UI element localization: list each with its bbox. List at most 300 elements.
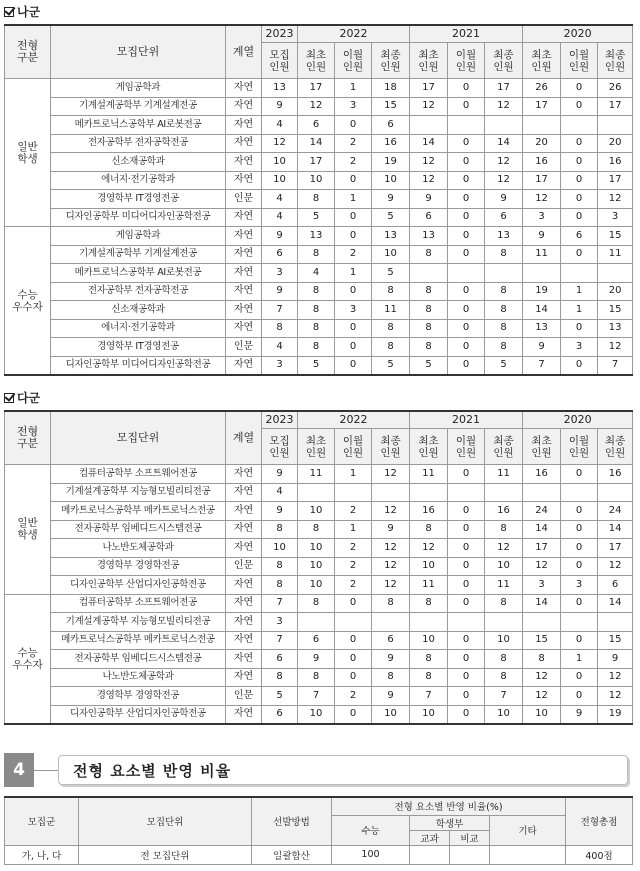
count-cell: 2	[335, 576, 372, 595]
count-cell: 15	[372, 97, 410, 116]
count-cell: 0	[561, 171, 598, 190]
count-cell: 13	[298, 227, 335, 246]
count-cell: 0	[335, 594, 372, 613]
unit-name: 신소재공학과	[51, 153, 226, 172]
header-final-count: 최종 인원	[598, 429, 633, 465]
count-cell: 7	[523, 356, 561, 375]
header-initial-count: 최초 인원	[523, 43, 561, 79]
count-cell: 0	[335, 650, 372, 669]
count-cell: 10	[298, 576, 335, 595]
count-cell: 8	[485, 338, 523, 357]
count-cell: 1	[335, 465, 372, 484]
count-cell: 17	[598, 539, 633, 558]
count-cell: 1	[561, 650, 598, 669]
count-cell: 0	[561, 208, 598, 227]
count-cell: 17	[523, 171, 561, 190]
count-cell: 3	[262, 264, 298, 283]
count-cell: 0	[448, 79, 485, 98]
table-row	[5, 687, 633, 706]
unit-name: 메카트로닉스공학부 메카트로닉스전공	[51, 631, 226, 650]
count-cell: 10	[485, 631, 523, 650]
count-cell: 17	[485, 79, 523, 98]
field-name: 인문	[226, 190, 262, 209]
field-name: 자연	[226, 594, 262, 613]
count-cell: 5	[372, 208, 410, 227]
count-cell: 0	[561, 465, 598, 484]
header-initial-count: 최초 인원	[523, 429, 561, 465]
count-cell: 5	[262, 687, 298, 706]
year-2023: 2023	[262, 411, 298, 429]
count-cell: 0	[561, 631, 598, 650]
count-cell: 0	[561, 153, 598, 172]
section-title-da	[4, 389, 40, 406]
count-cell: 12	[410, 97, 448, 116]
count-cell: 14	[523, 594, 561, 613]
cell-suneung: 100	[332, 845, 410, 864]
header-final-count: 최종 인원	[598, 43, 633, 79]
table-row	[5, 171, 633, 190]
count-cell: 0	[561, 502, 598, 521]
count-cell: 2	[335, 687, 372, 706]
count-cell: 12	[523, 557, 561, 576]
count-cell: 12	[523, 190, 561, 209]
count-cell: 9	[372, 190, 410, 209]
count-cell: 0	[561, 97, 598, 116]
count-cell: 2	[335, 502, 372, 521]
count-cell: 8	[298, 190, 335, 209]
count-cell: 0	[448, 97, 485, 116]
count-cell: 6	[372, 116, 410, 135]
count-cell: 3	[262, 356, 298, 375]
count-cell: 14	[410, 134, 448, 153]
count-cell: 11	[372, 301, 410, 320]
count-cell: 8	[410, 594, 448, 613]
header-group: 모집군	[5, 797, 79, 845]
count-cell: 3	[335, 301, 372, 320]
count-cell: 0	[448, 190, 485, 209]
count-cell: 0	[448, 502, 485, 521]
cell-nonsubject	[450, 845, 490, 864]
count-cell: 0	[561, 79, 598, 98]
count-cell: 8	[485, 245, 523, 264]
count-cell: 8	[298, 245, 335, 264]
count-cell: 8	[298, 301, 335, 320]
count-cell: 15	[598, 301, 633, 320]
field-name: 자연	[226, 282, 262, 301]
count-cell: 0	[448, 687, 485, 706]
count-cell: 0	[448, 705, 485, 724]
count-cell: 24	[523, 502, 561, 521]
count-cell: 9	[372, 650, 410, 669]
table-row	[5, 705, 633, 724]
table-row	[5, 79, 633, 98]
count-cell: 12	[410, 171, 448, 190]
year-2022: 2022	[298, 411, 410, 429]
checkbox-icon	[4, 7, 14, 17]
header-record: 학생부	[410, 815, 490, 830]
count-cell: 12	[485, 97, 523, 116]
count-cell: 15	[598, 631, 633, 650]
count-cell: 16	[598, 153, 633, 172]
count-cell: 8	[262, 520, 298, 539]
count-cell	[523, 264, 561, 283]
count-cell	[448, 613, 485, 632]
count-cell: 10	[298, 539, 335, 558]
count-cell: 12	[523, 668, 561, 687]
table-row	[5, 134, 633, 153]
table-row	[5, 557, 633, 576]
unit-name: 메카트로닉스공학부 메카트로닉스전공	[51, 502, 226, 521]
count-cell: 8	[298, 594, 335, 613]
count-cell: 8	[372, 668, 410, 687]
count-cell: 8	[372, 282, 410, 301]
count-cell	[372, 483, 410, 502]
count-cell: 8	[262, 576, 298, 595]
header-subject: 교과	[410, 830, 450, 845]
count-cell: 8	[485, 301, 523, 320]
count-cell: 7	[262, 301, 298, 320]
unit-name: 디자인공학부 미디어디자인공학전공	[51, 356, 226, 375]
field-name: 자연	[226, 208, 262, 227]
count-cell: 2	[335, 153, 372, 172]
header-nonsubject: 비교	[450, 830, 490, 845]
header-type: 전형 구분	[5, 411, 51, 465]
count-cell: 13	[598, 319, 633, 338]
count-cell: 10	[485, 557, 523, 576]
year-2020: 2020	[523, 411, 633, 429]
count-cell: 8	[485, 282, 523, 301]
unit-name: 기계설계공학부 기계설계전공	[51, 245, 226, 264]
table-row	[5, 465, 633, 484]
count-cell: 12	[598, 338, 633, 357]
table-row	[5, 594, 633, 613]
table-row	[5, 208, 633, 227]
count-cell: 8	[485, 520, 523, 539]
count-cell: 12	[523, 687, 561, 706]
count-cell: 9	[598, 650, 633, 669]
unit-name: 컴퓨터공학부 소프트웨어전공	[51, 465, 226, 484]
count-cell: 6	[598, 576, 633, 595]
count-cell	[598, 483, 633, 502]
count-cell: 17	[598, 171, 633, 190]
count-cell: 1	[335, 79, 372, 98]
year-2020: 2020	[523, 25, 633, 43]
count-cell: 12	[372, 557, 410, 576]
field-name: 자연	[226, 576, 262, 595]
count-cell: 8	[262, 668, 298, 687]
table-row	[5, 264, 633, 283]
header-total: 전형총점	[566, 797, 633, 845]
count-cell: 12	[372, 539, 410, 558]
count-cell: 4	[262, 208, 298, 227]
count-cell: 8	[262, 319, 298, 338]
count-cell: 7	[485, 687, 523, 706]
count-cell: 8	[298, 319, 335, 338]
count-cell: 4	[262, 190, 298, 209]
header-final-count: 최종 인원	[372, 429, 410, 465]
field-name: 자연	[226, 705, 262, 724]
count-cell: 5	[298, 208, 335, 227]
header-carryover-count: 이월 인원	[561, 43, 598, 79]
header-ratio: 전형 요소별 반영 비율(%)	[332, 797, 566, 815]
count-cell: 8	[372, 338, 410, 357]
header-final-count: 최종 인원	[485, 429, 523, 465]
count-cell: 2	[335, 539, 372, 558]
header-field: 계열	[226, 411, 262, 465]
cell-group: 가, 나, 다	[5, 845, 79, 864]
count-cell	[561, 264, 598, 283]
count-cell: 5	[372, 356, 410, 375]
count-cell: 12	[598, 557, 633, 576]
count-cell	[485, 613, 523, 632]
unit-name: 신소재공학과	[51, 301, 226, 320]
count-cell: 10	[298, 502, 335, 521]
field-name: 인문	[226, 338, 262, 357]
count-cell: 10	[485, 705, 523, 724]
count-cell: 0	[335, 227, 372, 246]
header-unit: 모집단위	[51, 25, 226, 79]
count-cell: 0	[335, 705, 372, 724]
count-cell: 12	[298, 97, 335, 116]
header-method: 선발방법	[252, 797, 332, 845]
count-cell: 12	[372, 465, 410, 484]
field-name: 자연	[226, 264, 262, 283]
table-row	[5, 668, 633, 687]
header-final-count: 최종 인원	[485, 43, 523, 79]
field-name: 자연	[226, 465, 262, 484]
count-cell: 12	[598, 668, 633, 687]
table-row	[5, 539, 633, 558]
field-name: 자연	[226, 171, 262, 190]
count-cell: 0	[448, 338, 485, 357]
group-label: 수능 우수자	[5, 227, 51, 376]
count-cell: 8	[485, 594, 523, 613]
unit-name: 전자공학부 전자공학전공	[51, 134, 226, 153]
count-cell: 7	[410, 687, 448, 706]
count-cell: 0	[561, 557, 598, 576]
count-cell: 0	[448, 245, 485, 264]
field-name: 자연	[226, 134, 262, 153]
count-cell	[485, 264, 523, 283]
count-cell: 10	[262, 171, 298, 190]
count-cell: 16	[523, 465, 561, 484]
count-cell: 16	[598, 465, 633, 484]
count-cell: 24	[598, 502, 633, 521]
count-cell: 20	[523, 134, 561, 153]
field-name: 자연	[226, 356, 262, 375]
count-cell: 10	[262, 539, 298, 558]
ratio-table	[4, 796, 633, 865]
field-name: 자연	[226, 631, 262, 650]
table-row	[5, 190, 633, 209]
count-cell: 14	[598, 594, 633, 613]
count-cell	[523, 116, 561, 135]
count-cell: 11	[485, 465, 523, 484]
count-cell	[523, 613, 561, 632]
table-row	[5, 483, 633, 502]
unit-name: 기계설계공학부 지능형모빌리티전공	[51, 483, 226, 502]
count-cell: 8	[410, 668, 448, 687]
year-header-row	[5, 25, 633, 43]
count-cell: 5	[372, 264, 410, 283]
count-cell: 8	[485, 668, 523, 687]
field-name: 자연	[226, 668, 262, 687]
count-cell: 9	[262, 227, 298, 246]
count-cell: 6	[410, 208, 448, 227]
count-cell: 0	[335, 338, 372, 357]
count-cell: 13	[262, 79, 298, 98]
count-cell	[598, 613, 633, 632]
count-cell: 10	[298, 705, 335, 724]
count-cell: 0	[448, 668, 485, 687]
count-cell: 14	[598, 520, 633, 539]
count-cell	[561, 483, 598, 502]
count-cell: 0	[561, 594, 598, 613]
count-cell: 0	[561, 134, 598, 153]
count-cell: 16	[410, 502, 448, 521]
count-cell: 8	[372, 594, 410, 613]
count-cell	[372, 613, 410, 632]
count-cell: 1	[561, 301, 598, 320]
unit-name: 디자인공학부 산업디자인공학전공	[51, 576, 226, 595]
count-cell: 6	[485, 208, 523, 227]
year-2022: 2022	[298, 25, 410, 43]
header-initial-count: 최초 인원	[298, 43, 335, 79]
unit-name: 경영학부 IT경영전공	[51, 338, 226, 357]
unit-name: 전자공학부 전자공학전공	[51, 282, 226, 301]
year-header-row	[5, 411, 633, 429]
count-cell: 6	[298, 116, 335, 135]
section-title-text: 다군	[17, 391, 41, 405]
count-cell: 0	[561, 539, 598, 558]
count-cell: 12	[485, 539, 523, 558]
table-row	[5, 301, 633, 320]
cell-method: 일괄합산	[252, 845, 332, 864]
count-cell	[561, 116, 598, 135]
count-cell: 7	[598, 356, 633, 375]
header-carryover-count: 이월 인원	[448, 43, 485, 79]
count-cell: 15	[598, 227, 633, 246]
count-cell: 0	[448, 282, 485, 301]
count-cell: 8	[410, 650, 448, 669]
count-cell: 2	[335, 557, 372, 576]
count-cell: 17	[523, 539, 561, 558]
count-cell	[448, 483, 485, 502]
cell-subject	[410, 845, 450, 864]
field-name: 자연	[226, 301, 262, 320]
count-cell: 6	[262, 705, 298, 724]
count-cell: 7	[262, 594, 298, 613]
count-cell: 0	[448, 539, 485, 558]
table-row	[5, 282, 633, 301]
cell-other	[490, 845, 566, 864]
section-title-text: 나군	[17, 5, 41, 19]
count-cell: 0	[561, 356, 598, 375]
count-cell: 16	[372, 134, 410, 153]
header-unit: 모집단위	[79, 797, 252, 845]
count-cell: 1	[335, 264, 372, 283]
section-4-banner	[4, 753, 632, 789]
unit-name: 에너지·전기공학과	[51, 171, 226, 190]
count-cell: 0	[335, 116, 372, 135]
count-cell: 0	[448, 301, 485, 320]
count-cell: 13	[372, 227, 410, 246]
count-cell: 10	[298, 171, 335, 190]
count-cell: 8	[298, 282, 335, 301]
count-cell: 0	[448, 557, 485, 576]
count-cell: 0	[448, 171, 485, 190]
count-cell: 6	[561, 227, 598, 246]
count-cell: 8	[298, 668, 335, 687]
header-suneung: 수능	[332, 815, 410, 845]
field-name: 자연	[226, 116, 262, 135]
table-row	[5, 97, 633, 116]
count-cell: 3	[335, 97, 372, 116]
count-cell: 6	[372, 631, 410, 650]
cell-total: 400점	[566, 845, 633, 864]
count-cell: 20	[598, 282, 633, 301]
table-row	[5, 650, 633, 669]
count-cell: 0	[448, 594, 485, 613]
count-cell: 0	[561, 520, 598, 539]
count-cell: 9	[262, 282, 298, 301]
count-cell: 11	[485, 576, 523, 595]
count-cell: 9	[298, 650, 335, 669]
unit-name: 게임공학과	[51, 79, 226, 98]
header-initial-count: 최초 인원	[410, 43, 448, 79]
header-final-count: 최종 인원	[372, 43, 410, 79]
count-cell: 13	[523, 319, 561, 338]
count-cell: 10	[410, 557, 448, 576]
unit-name: 메카트로닉스공학부 AI로봇전공	[51, 116, 226, 135]
connector-line	[34, 770, 58, 771]
count-cell: 0	[448, 576, 485, 595]
count-cell: 0	[448, 465, 485, 484]
table-row	[5, 502, 633, 521]
count-cell: 8	[410, 282, 448, 301]
table-row	[5, 356, 633, 375]
count-cell: 11	[298, 465, 335, 484]
header-recruit-count: 모집 인원	[262, 429, 298, 465]
count-cell: 0	[448, 227, 485, 246]
field-name: 자연	[226, 153, 262, 172]
count-cell: 19	[523, 282, 561, 301]
count-cell: 2	[335, 245, 372, 264]
count-cell: 8	[410, 301, 448, 320]
field-name: 인문	[226, 687, 262, 706]
count-cell: 2	[335, 134, 372, 153]
group-label: 일반 학생	[5, 79, 51, 227]
count-cell: 0	[561, 687, 598, 706]
section-4-title: 전형 요소별 반영 비율	[58, 755, 628, 785]
year-2023: 2023	[262, 25, 298, 43]
count-cell: 0	[335, 282, 372, 301]
count-cell	[410, 613, 448, 632]
count-cell: 18	[372, 79, 410, 98]
count-cell: 9	[410, 190, 448, 209]
header-carryover-count: 이월 인원	[561, 429, 598, 465]
count-cell: 0	[335, 668, 372, 687]
field-name: 자연	[226, 79, 262, 98]
count-cell: 8	[410, 338, 448, 357]
count-cell: 19	[372, 153, 410, 172]
count-cell: 0	[335, 356, 372, 375]
count-cell: 12	[410, 153, 448, 172]
count-cell	[448, 116, 485, 135]
table-row	[5, 245, 633, 264]
count-cell: 13	[410, 227, 448, 246]
year-2021: 2021	[410, 25, 523, 43]
